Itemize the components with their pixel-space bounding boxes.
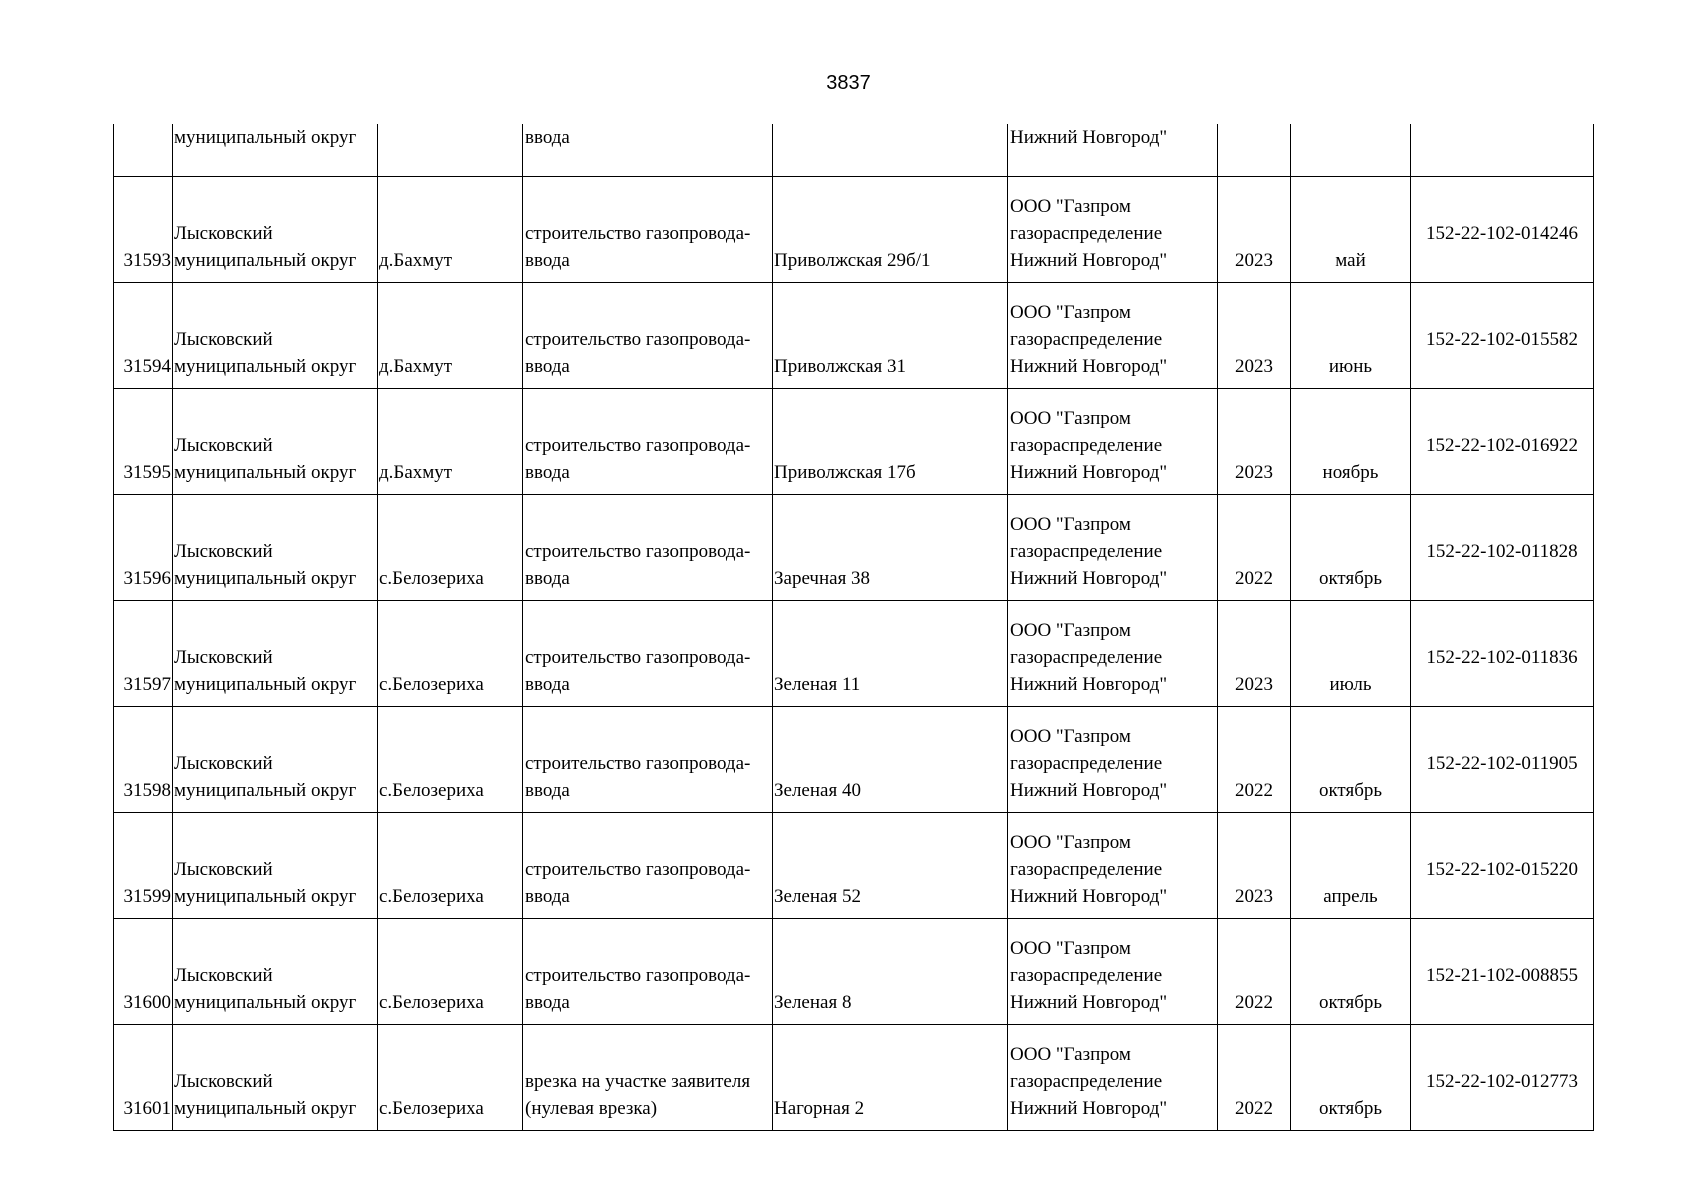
year: 2022 — [1235, 1098, 1273, 1119]
cell-num — [114, 1025, 173, 1131]
cell-year — [1218, 124, 1291, 177]
org-line-1: ООО "Газпром — [1010, 196, 1131, 217]
work-line-2: ввода — [525, 250, 570, 271]
cell-num — [114, 707, 173, 813]
table-row — [114, 1025, 1594, 1131]
cell-address — [773, 1025, 1008, 1131]
district-name: Лысковский — [174, 753, 273, 774]
year: 2023 — [1235, 886, 1273, 907]
address: Нагорная 2 — [774, 1098, 865, 1119]
district-type: муниципальный округ — [174, 674, 357, 695]
cell-organization — [1008, 919, 1218, 1025]
work-line-1: строительство газопровода- — [525, 753, 751, 774]
cell-organization — [1008, 177, 1218, 283]
org-line-3: Нижний Новгород" — [1010, 780, 1168, 801]
org-line-3: Нижний Новгород" — [1010, 568, 1168, 589]
org-line-2: газораспределение — [1010, 859, 1163, 880]
row-number: 31598 — [123, 780, 171, 801]
year: 2023 — [1235, 674, 1273, 695]
registry-code: 152-22-102-014246 — [1426, 223, 1578, 244]
cell-year — [1218, 601, 1291, 707]
month: июнь — [1328, 356, 1373, 377]
year: 2022 — [1235, 568, 1273, 589]
cell-work — [523, 283, 773, 389]
cell-code — [1411, 601, 1594, 707]
cell-organization — [1008, 707, 1218, 813]
cell-num — [114, 124, 173, 177]
address: Зеленая 40 — [774, 780, 861, 801]
cell-month — [1291, 283, 1411, 389]
work-line-2: ввода — [525, 356, 570, 377]
cell-district — [173, 601, 378, 707]
cell-num — [114, 177, 173, 283]
month: октябрь — [1318, 1098, 1383, 1119]
row-number: 31594 — [123, 356, 171, 377]
registry-code: 152-22-102-016922 — [1426, 435, 1578, 456]
address: Заречная 38 — [774, 568, 871, 589]
table-row — [114, 813, 1594, 919]
cell-locality — [378, 707, 523, 813]
cell-work — [523, 601, 773, 707]
district-name: Лысковский — [174, 541, 273, 562]
cell-address — [773, 124, 1008, 177]
district-name: Лысковский — [174, 859, 273, 880]
table-row — [114, 389, 1594, 495]
cell-work — [523, 813, 773, 919]
cell-locality — [378, 283, 523, 389]
org-line-1: ООО "Газпром — [1010, 514, 1131, 535]
cell-organization — [1008, 283, 1218, 389]
cell-code — [1411, 124, 1594, 177]
org-line-1: ООО "Газпром — [1010, 1044, 1131, 1065]
row-number: 31593 — [123, 250, 171, 271]
locality: с.Белозериха — [379, 992, 484, 1013]
row-number: 31600 — [123, 992, 171, 1013]
month: ноябрь — [1322, 462, 1379, 483]
org-line-3: Нижний Новгород" — [1010, 356, 1168, 377]
locality: с.Белозериха — [379, 886, 484, 907]
month: май — [1335, 250, 1366, 271]
work-line-2: (нулевая врезка) — [525, 1098, 658, 1119]
work-line-1: строительство газопровода- — [525, 329, 751, 350]
cell-address — [773, 177, 1008, 283]
cell-locality — [378, 389, 523, 495]
cell-locality — [378, 1025, 523, 1131]
locality: с.Белозериха — [379, 1098, 484, 1119]
cell-address — [773, 601, 1008, 707]
cell-num — [114, 601, 173, 707]
district-name: Лысковский — [174, 435, 273, 456]
cell-month — [1291, 601, 1411, 707]
district-name: Лысковский — [174, 647, 273, 668]
cell-work — [523, 495, 773, 601]
district-type: муниципальный округ — [174, 1098, 357, 1119]
cell-month — [1291, 707, 1411, 813]
year: 2023 — [1235, 462, 1273, 483]
cell-address — [773, 707, 1008, 813]
district-type: муниципальный округ — [174, 462, 357, 483]
row-number: 31597 — [123, 674, 171, 695]
cell-code — [1411, 389, 1594, 495]
registry-code: 152-22-102-015220 — [1426, 859, 1578, 880]
work-line-2: ввода — [525, 674, 570, 695]
cell-month — [1291, 919, 1411, 1025]
cell-district — [173, 495, 378, 601]
cell-code — [1411, 177, 1594, 283]
cell-month — [1291, 124, 1411, 177]
cell-locality — [378, 601, 523, 707]
registry-code: 152-22-102-011905 — [1426, 753, 1578, 774]
cell-locality — [378, 813, 523, 919]
cell-year — [1218, 389, 1291, 495]
district-type: муниципальный округ — [174, 356, 357, 377]
registry-code: 152-22-102-011836 — [1426, 647, 1578, 668]
org-line-1: ООО "Газпром — [1010, 938, 1131, 959]
cell-address — [773, 495, 1008, 601]
org-line-2: газораспределение — [1010, 965, 1163, 986]
cell-district — [173, 1025, 378, 1131]
cell-district — [173, 919, 378, 1025]
org-line-3: Нижний Новгород" — [1010, 1098, 1168, 1119]
work-line-2: ввода — [525, 992, 570, 1013]
org-line-3: Нижний Новгород" — [1010, 886, 1168, 907]
cell-locality — [378, 124, 523, 177]
org-line-3: Нижний Новгород" — [1010, 250, 1168, 271]
cell-num — [114, 495, 173, 601]
cell-district — [173, 177, 378, 283]
registry-code: 152-22-102-011828 — [1426, 541, 1578, 562]
registry-table — [113, 124, 1594, 1131]
row-number: 31601 — [123, 1098, 171, 1119]
table-row — [114, 601, 1594, 707]
cell-address — [773, 283, 1008, 389]
registry-code: 152-21-102-008855 — [1426, 965, 1578, 986]
table-body — [114, 124, 1594, 1131]
cell-code — [1411, 919, 1594, 1025]
org-line-3: Нижний Новгород" — [1010, 462, 1168, 483]
cell-code — [1411, 495, 1594, 601]
year: 2023 — [1235, 250, 1273, 271]
address: Зеленая 11 — [774, 674, 861, 695]
locality: с.Белозериха — [379, 568, 484, 589]
cell-organization — [1008, 389, 1218, 495]
cell-num — [114, 813, 173, 919]
cell-year — [1218, 1025, 1291, 1131]
cell-address — [773, 813, 1008, 919]
month: апрель — [1323, 886, 1378, 907]
table-row — [114, 919, 1594, 1025]
page-number: 3837 — [826, 72, 871, 94]
org-line-3: Нижний Новгород" — [1010, 992, 1168, 1013]
month: октябрь — [1318, 992, 1383, 1013]
cell-year — [1218, 813, 1291, 919]
table-row — [114, 707, 1594, 813]
cell-work — [523, 707, 773, 813]
cell-month — [1291, 495, 1411, 601]
locality: с.Белозериха — [379, 674, 484, 695]
cell-num — [114, 389, 173, 495]
cell-locality — [378, 177, 523, 283]
cell-month — [1291, 813, 1411, 919]
district-name: Лысковский — [174, 965, 273, 986]
locality: д.Бахмут — [379, 462, 453, 483]
cell-month — [1291, 177, 1411, 283]
address: Зеленая 8 — [774, 992, 852, 1013]
org-line-1: ООО "Газпром — [1010, 620, 1131, 641]
work-line-1: строительство газопровода- — [525, 859, 751, 880]
cell-code — [1411, 707, 1594, 813]
district-type: муниципальный округ — [174, 568, 357, 589]
org-line-2: газораспределение — [1010, 1071, 1163, 1092]
cell-district: муниципальный округ — [173, 124, 378, 177]
work-line-1: строительство газопровода- — [525, 223, 751, 244]
registry-code: 152-22-102-015582 — [1426, 329, 1578, 350]
work-line-2: ввода — [525, 568, 570, 589]
table-row — [114, 283, 1594, 389]
month: октябрь — [1318, 780, 1383, 801]
org-line-1: ООО "Газпром — [1010, 302, 1131, 323]
cell-organization — [1008, 495, 1218, 601]
cell-work — [523, 389, 773, 495]
year: 2022 — [1235, 780, 1273, 801]
district-name: Лысковский — [174, 329, 273, 350]
work-line-1: врезка на участке заявителя — [525, 1071, 751, 1092]
address: Приволжская 31 — [774, 356, 907, 377]
org-line-2: газораспределение — [1010, 647, 1163, 668]
address: Приволжская 29б/1 — [774, 250, 931, 271]
cell-month — [1291, 389, 1411, 495]
cell-year — [1218, 919, 1291, 1025]
work-line-1: строительство газопровода- — [525, 647, 751, 668]
org-line-2: газораспределение — [1010, 329, 1163, 350]
org-line-2: газораспределение — [1010, 223, 1163, 244]
work-line-1: строительство газопровода- — [525, 965, 751, 986]
year: 2023 — [1235, 356, 1273, 377]
cell-organization: Нижний Новгород" — [1008, 124, 1218, 177]
cell-organization — [1008, 601, 1218, 707]
address: Приволжская 17б — [774, 462, 916, 483]
cell-district — [173, 389, 378, 495]
month: июль — [1329, 674, 1372, 695]
cell-district — [173, 707, 378, 813]
cell-num — [114, 283, 173, 389]
org-line-1: ООО "Газпром — [1010, 832, 1131, 853]
locality: д.Бахмут — [379, 356, 453, 377]
cell-organization — [1008, 813, 1218, 919]
year: 2022 — [1235, 992, 1273, 1013]
cell-locality — [378, 495, 523, 601]
continuation-row — [114, 124, 1594, 177]
district-type: муниципальный округ — [174, 992, 357, 1013]
cell-code — [1411, 283, 1594, 389]
district-type: муниципальный округ — [174, 250, 357, 271]
row-number: 31599 — [123, 886, 171, 907]
cell-year — [1218, 495, 1291, 601]
cell-year — [1218, 283, 1291, 389]
cell-district — [173, 813, 378, 919]
work-line-2: ввода — [525, 780, 570, 801]
table-row — [114, 495, 1594, 601]
cell-address — [773, 919, 1008, 1025]
district-name: Лысковский — [174, 223, 273, 244]
org-line-2: газораспределение — [1010, 541, 1163, 562]
work-line-1: строительство газопровода- — [525, 435, 751, 456]
registry-code: 152-22-102-012773 — [1426, 1071, 1578, 1092]
cell-code — [1411, 1025, 1594, 1131]
cell-work — [523, 177, 773, 283]
org-line-1: ООО "Газпром — [1010, 408, 1131, 429]
locality: д.Бахмут — [379, 250, 453, 271]
district-type: муниципальный округ — [174, 780, 357, 801]
cell-month — [1291, 1025, 1411, 1131]
cell-year — [1218, 177, 1291, 283]
cell-locality — [378, 919, 523, 1025]
cell-work — [523, 1025, 773, 1131]
district-name: Лысковский — [174, 1071, 273, 1092]
cell-district — [173, 283, 378, 389]
address: Зеленая 52 — [774, 886, 861, 907]
work-line-1: строительство газопровода- — [525, 541, 751, 562]
district-type: муниципальный округ — [174, 886, 357, 907]
cell-year — [1218, 707, 1291, 813]
cell-address — [773, 389, 1008, 495]
work-line-2: ввода — [525, 462, 570, 483]
cell-num — [114, 919, 173, 1025]
org-line-2: газораспределение — [1010, 435, 1163, 456]
cell-work: ввода — [523, 124, 773, 177]
cell-code — [1411, 813, 1594, 919]
table-row — [114, 177, 1594, 283]
row-number: 31595 — [123, 462, 171, 483]
org-line-1: ООО "Газпром — [1010, 726, 1131, 747]
locality: с.Белозериха — [379, 780, 484, 801]
row-number: 31596 — [123, 568, 171, 589]
cell-organization — [1008, 1025, 1218, 1131]
org-line-3: Нижний Новгород" — [1010, 674, 1168, 695]
org-line-2: газораспределение — [1010, 753, 1163, 774]
month: октябрь — [1318, 568, 1383, 589]
cell-work — [523, 919, 773, 1025]
work-line-2: ввода — [525, 886, 570, 907]
